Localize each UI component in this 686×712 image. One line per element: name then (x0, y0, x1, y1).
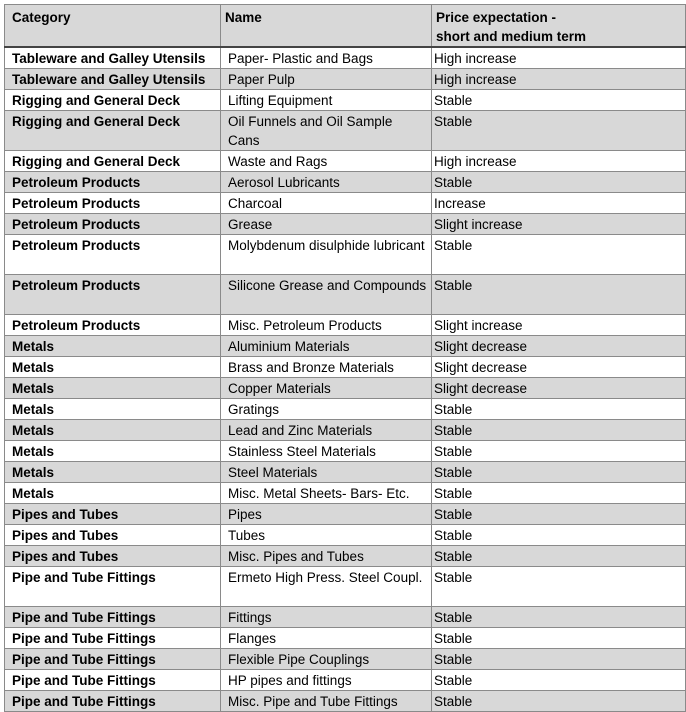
cell-price-expectation: Stable (432, 670, 686, 691)
cell-name: Misc. Pipes and Tubes (221, 546, 432, 567)
cell-price-expectation: Stable (432, 525, 686, 546)
cell-price-expectation: Stable (432, 441, 686, 462)
cell-category: Pipe and Tube Fittings (5, 628, 221, 649)
cell-price-expectation: Slight decrease (432, 357, 686, 378)
table-row (5, 441, 686, 462)
cell-category: Pipes and Tubes (5, 525, 221, 546)
cell-category: Pipe and Tube Fittings (5, 567, 221, 607)
cell-category: Tableware and Galley Utensils (5, 69, 221, 90)
cell-price-expectation: Stable (432, 111, 686, 151)
cell-category: Petroleum Products (5, 235, 221, 275)
cell-price-expectation: High increase (432, 69, 686, 90)
cell-name: Tubes (221, 525, 432, 546)
cell-category: Metals (5, 399, 221, 420)
cell-price-expectation: High increase (432, 47, 686, 69)
cell-category: Tableware and Galley Utensils (5, 47, 221, 69)
cell-category: Pipes and Tubes (5, 546, 221, 567)
cell-price-expectation: Stable (432, 462, 686, 483)
cell-price-expectation: Slight increase (432, 214, 686, 235)
price-table-container (4, 4, 686, 712)
cell-category: Petroleum Products (5, 193, 221, 214)
cell-name: Aluminium Materials (221, 336, 432, 357)
cell-name: Fittings (221, 607, 432, 628)
price-expectation-table (4, 4, 686, 712)
cell-name: Molybdenum disulphide lubricant (221, 235, 432, 275)
table-row (5, 691, 686, 712)
cell-name: Misc. Metal Sheets- Bars- Etc. (221, 483, 432, 504)
cell-category: Pipe and Tube Fittings (5, 691, 221, 712)
cell-category: Petroleum Products (5, 172, 221, 193)
cell-price-expectation: Stable (432, 567, 686, 607)
cell-category: Metals (5, 462, 221, 483)
cell-category: Metals (5, 378, 221, 399)
table-row (5, 47, 686, 69)
cell-name: Silicone Grease and Compounds (221, 275, 432, 315)
cell-price-expectation: Stable (432, 691, 686, 712)
cell-price-expectation: Stable (432, 399, 686, 420)
cell-price-expectation: Stable (432, 483, 686, 504)
cell-name: Pipes (221, 504, 432, 525)
cell-name: Misc. Pipe and Tube Fittings (221, 691, 432, 712)
cell-price-expectation: Stable (432, 546, 686, 567)
cell-name: Lifting Equipment (221, 90, 432, 111)
cell-category: Metals (5, 420, 221, 441)
header-price-line2: short and medium term (436, 29, 587, 44)
cell-name: Paper Pulp (221, 69, 432, 90)
cell-name: Aerosol Lubricants (221, 172, 432, 193)
table-row (5, 90, 686, 111)
cell-name: Misc. Petroleum Products (221, 315, 432, 336)
cell-price-expectation: Stable (432, 420, 686, 441)
cell-category: Petroleum Products (5, 315, 221, 336)
table-row (5, 399, 686, 420)
cell-category: Metals (5, 441, 221, 462)
table-row (5, 546, 686, 567)
cell-name: Paper- Plastic and Bags (221, 47, 432, 69)
table-row (5, 193, 686, 214)
cell-name: Flexible Pipe Couplings (221, 649, 432, 670)
cell-name: Oil Funnels and Oil Sample Cans (221, 111, 432, 151)
cell-name: Charcoal (221, 193, 432, 214)
table-row (5, 483, 686, 504)
cell-name: Waste and Rags (221, 151, 432, 172)
cell-name: HP pipes and fittings (221, 670, 432, 691)
table-row (5, 525, 686, 546)
cell-category: Pipe and Tube Fittings (5, 649, 221, 670)
table-row (5, 69, 686, 90)
cell-name: Stainless Steel Materials (221, 441, 432, 462)
cell-price-expectation: Stable (432, 235, 686, 275)
cell-name: Copper Materials (221, 378, 432, 399)
table-row (5, 275, 686, 315)
table-row (5, 151, 686, 172)
cell-category: Pipe and Tube Fittings (5, 670, 221, 691)
cell-name: Lead and Zinc Materials (221, 420, 432, 441)
table-body (5, 47, 686, 712)
cell-category: Pipe and Tube Fittings (5, 607, 221, 628)
header-price-expectation (432, 5, 686, 48)
cell-name: Ermeto High Press. Steel Coupl. (221, 567, 432, 607)
cell-price-expectation: Stable (432, 275, 686, 315)
table-row (5, 504, 686, 525)
cell-category: Rigging and General Deck (5, 90, 221, 111)
table-row (5, 420, 686, 441)
cell-category: Metals (5, 357, 221, 378)
cell-category: Pipes and Tubes (5, 504, 221, 525)
cell-name: Gratings (221, 399, 432, 420)
table-row (5, 607, 686, 628)
header-category: Category (5, 5, 221, 48)
table-header (5, 5, 686, 48)
cell-price-expectation: Increase (432, 193, 686, 214)
cell-price-expectation: Slight increase (432, 315, 686, 336)
table-row (5, 567, 686, 607)
cell-price-expectation: High increase (432, 151, 686, 172)
table-row (5, 214, 686, 235)
cell-category: Petroleum Products (5, 275, 221, 315)
cell-name: Grease (221, 214, 432, 235)
cell-category: Rigging and General Deck (5, 111, 221, 151)
cell-name: Flanges (221, 628, 432, 649)
table-row (5, 235, 686, 275)
cell-price-expectation: Slight decrease (432, 378, 686, 399)
cell-price-expectation: Stable (432, 90, 686, 111)
table-row (5, 172, 686, 193)
cell-name: Steel Materials (221, 462, 432, 483)
table-row (5, 649, 686, 670)
cell-price-expectation: Stable (432, 649, 686, 670)
cell-price-expectation: Stable (432, 172, 686, 193)
table-row (5, 357, 686, 378)
cell-name: Brass and Bronze Materials (221, 357, 432, 378)
table-row (5, 670, 686, 691)
header-price-line1: Price expectation - (436, 10, 557, 25)
table-row (5, 462, 686, 483)
table-row (5, 336, 686, 357)
header-row (5, 5, 686, 48)
table-row (5, 628, 686, 649)
cell-price-expectation: Stable (432, 504, 686, 525)
cell-category: Rigging and General Deck (5, 151, 221, 172)
table-row (5, 111, 686, 151)
cell-price-expectation: Stable (432, 628, 686, 649)
cell-category: Petroleum Products (5, 214, 221, 235)
cell-price-expectation: Stable (432, 607, 686, 628)
cell-category: Metals (5, 483, 221, 504)
table-row (5, 378, 686, 399)
cell-category: Metals (5, 336, 221, 357)
header-name: Name (221, 5, 432, 48)
table-row (5, 315, 686, 336)
cell-price-expectation: Slight decrease (432, 336, 686, 357)
